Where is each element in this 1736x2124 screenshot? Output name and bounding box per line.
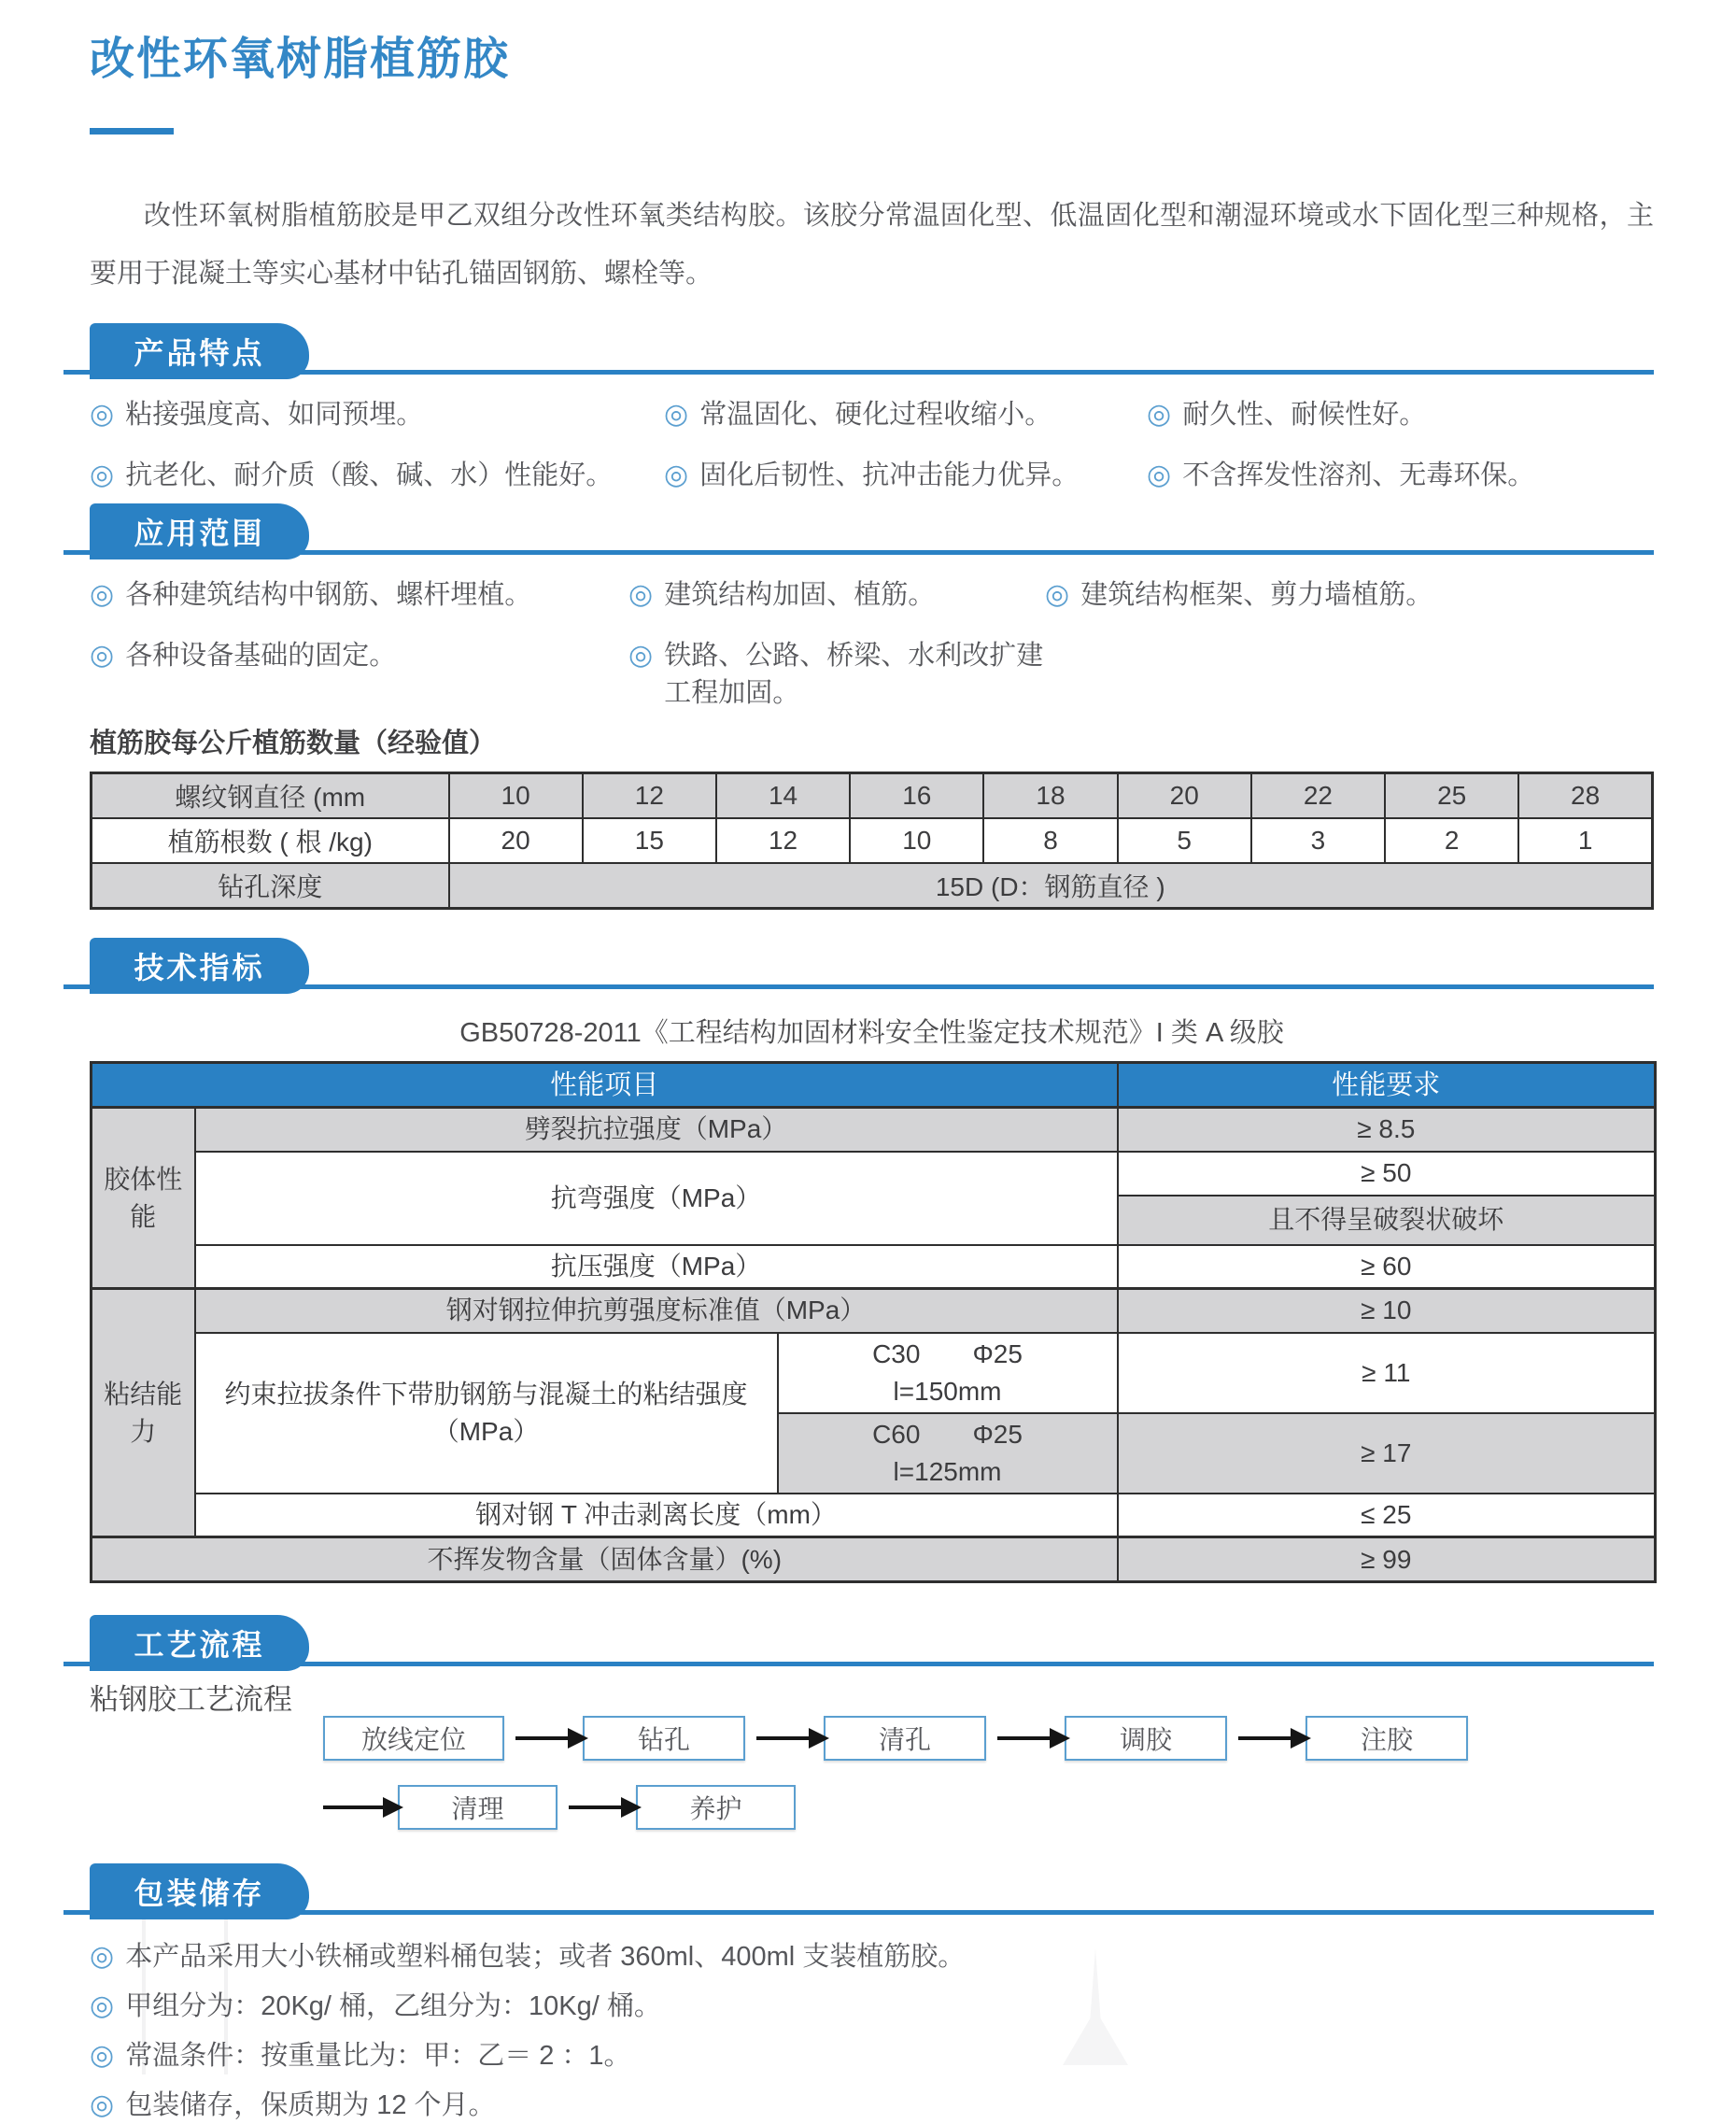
bullet-icon: ◎ bbox=[90, 2040, 115, 2071]
bullet-icon: ◎ bbox=[90, 460, 115, 490]
group-label: 胶体性能 bbox=[92, 1108, 195, 1289]
condition-cell bbox=[778, 1413, 1118, 1494]
bullet-text: 常温固化、硬化过程收缩小。 bbox=[699, 400, 1052, 430]
arrow-right-icon bbox=[323, 1805, 385, 1809]
cell: 3 bbox=[1251, 818, 1385, 863]
property-label: 不挥发物含量（固体含量）(%) bbox=[92, 1537, 1118, 1582]
bullet-text: 建筑结构框架、剪力墙植筋。 bbox=[1080, 580, 1433, 610]
banner-label: 技术指标 bbox=[134, 951, 265, 984]
bullet-text: 耐久性、耐候性好。 bbox=[1182, 400, 1427, 430]
requirement-value: ≥ 11 bbox=[1118, 1333, 1656, 1413]
cell: 25 bbox=[1385, 773, 1518, 819]
bullet-text: 常温条件：按重量比为：甲：乙＝ 2 ：1。 bbox=[125, 2041, 631, 2071]
bullet-text: 抗老化、耐介质（酸、碱、水）性能好。 bbox=[125, 460, 614, 490]
title-dash bbox=[90, 128, 174, 135]
bullet-icon: ◎ bbox=[664, 399, 689, 430]
section-banner-tech bbox=[90, 938, 309, 994]
bullet-text: 粘接强度高、如同预埋。 bbox=[125, 400, 424, 430]
bullet-text: 包装储存，保质期为 12 个月。 bbox=[125, 2090, 496, 2120]
list-item bbox=[90, 2037, 1654, 2074]
applications-bullets bbox=[90, 563, 1654, 712]
table-row bbox=[92, 1108, 1656, 1152]
list-item bbox=[628, 576, 1045, 614]
cell: 12 bbox=[583, 773, 716, 819]
process-flow-row-2 bbox=[323, 1785, 1654, 1830]
table-row bbox=[92, 863, 1653, 909]
cell: 15 bbox=[583, 818, 716, 863]
bullet-text: 铁路、公路、桥梁、水利改扩建工程加固。 bbox=[664, 641, 1044, 708]
table-row bbox=[92, 1333, 1656, 1413]
storage-bullets bbox=[90, 1938, 1654, 2124]
list-item bbox=[664, 396, 1147, 433]
cell: 15D (D：钢筋直径 ) bbox=[449, 863, 1653, 909]
row-label: 植筋根数 ( 根 /kg) bbox=[92, 818, 449, 863]
property-label: 抗弯强度（MPa） bbox=[195, 1152, 1118, 1245]
section-header-tech bbox=[90, 938, 1654, 998]
cell: 5 bbox=[1118, 818, 1251, 863]
cell: 16 bbox=[850, 773, 983, 819]
property-label: 抗压强度（MPa） bbox=[195, 1245, 1118, 1289]
arrow-right-icon bbox=[756, 1736, 811, 1740]
bullet-icon: ◎ bbox=[1147, 399, 1172, 430]
flow-step: 放线定位 bbox=[323, 1716, 504, 1761]
section-banner-applications bbox=[90, 503, 309, 559]
cell: 20 bbox=[449, 818, 583, 863]
bullet-icon: ◎ bbox=[628, 579, 654, 610]
property-label: 钢对钢 T 冲击剥离长度（mm） bbox=[195, 1494, 1118, 1537]
group-label: 粘结能力 bbox=[92, 1289, 195, 1537]
bullet-icon: ◎ bbox=[1045, 579, 1070, 610]
list-item bbox=[90, 396, 664, 433]
standard-caption: GB50728-2011《工程结构加固材料安全性鉴定技术规范》I 类 A 级胶 bbox=[459, 1018, 1284, 1048]
list-item bbox=[90, 1988, 1654, 2025]
table-row bbox=[92, 1537, 1656, 1582]
table-row bbox=[92, 818, 1653, 863]
section-header-features bbox=[90, 323, 1654, 383]
requirement-value: 且不得呈破裂状破坏 bbox=[1118, 1196, 1656, 1245]
bullet-text: 各种设备基础的固定。 bbox=[125, 641, 397, 671]
list-item bbox=[1147, 457, 1654, 494]
section-header-storage bbox=[90, 1863, 1654, 1923]
list-item bbox=[664, 457, 1147, 494]
bullet-text: 建筑结构加固、植筋。 bbox=[664, 580, 936, 610]
flow-step: 调胶 bbox=[1065, 1716, 1227, 1761]
table-row bbox=[92, 1245, 1656, 1289]
condition-line: l=150mm bbox=[893, 1376, 1002, 1406]
table-row bbox=[92, 1289, 1656, 1333]
list-item bbox=[90, 1938, 1654, 1975]
column-header: 性能要求 bbox=[1118, 1063, 1656, 1108]
arrow-right-icon bbox=[515, 1736, 570, 1740]
cell: 8 bbox=[983, 818, 1117, 863]
property-label: 约束拉拔条件下带肋钢筋与混凝土的粘结强度（MPa） bbox=[195, 1333, 778, 1494]
section-banner-process bbox=[90, 1615, 309, 1671]
page-title: 改性环氧树脂植筋胶 bbox=[90, 35, 511, 84]
tech-table bbox=[90, 1061, 1657, 1583]
requirement-value: ≥ 60 bbox=[1118, 1245, 1656, 1289]
list-item bbox=[90, 2087, 1654, 2124]
property-label: 劈裂抗拉强度（MPa） bbox=[195, 1108, 1118, 1152]
requirement-value: ≤ 25 bbox=[1118, 1494, 1656, 1537]
section-header-process bbox=[90, 1615, 1654, 1675]
requirement-value: ≥ 10 bbox=[1118, 1289, 1656, 1333]
condition-line: C30 Φ25 bbox=[872, 1338, 1023, 1368]
arrow-right-icon bbox=[569, 1805, 623, 1809]
banner-label: 产品特点 bbox=[134, 336, 265, 370]
banner-label: 包装储存 bbox=[134, 1876, 265, 1910]
content-column bbox=[90, 0, 1654, 2124]
bullet-icon: ◎ bbox=[90, 1941, 115, 1972]
process-flow-row-1 bbox=[323, 1716, 1654, 1761]
cell: 12 bbox=[716, 818, 850, 863]
bullet-icon: ◎ bbox=[90, 2089, 115, 2120]
cell: 20 bbox=[1118, 773, 1251, 819]
process-flow-label: 粘钢胶工艺流程 bbox=[90, 1683, 292, 1716]
requirement-value: ≥ 50 bbox=[1118, 1152, 1656, 1196]
cell: 10 bbox=[850, 818, 983, 863]
bullet-icon: ◎ bbox=[90, 640, 115, 671]
bullet-text: 本产品采用大小铁桶或塑料桶包装；或者 360ml、400ml 支装植筋胶。 bbox=[125, 1942, 966, 1972]
row-label: 钻孔深度 bbox=[92, 863, 449, 909]
flow-step: 清孔 bbox=[824, 1716, 986, 1761]
column-header: 性能项目 bbox=[92, 1063, 1118, 1108]
banner-label: 工艺流程 bbox=[134, 1628, 265, 1662]
list-item bbox=[628, 637, 1045, 712]
flow-step: 清理 bbox=[398, 1785, 557, 1830]
cell: 28 bbox=[1518, 773, 1652, 819]
flow-step: 钻孔 bbox=[583, 1716, 745, 1761]
cell: 10 bbox=[449, 773, 583, 819]
bullet-text: 固化后韧性、抗冲击能力优异。 bbox=[699, 460, 1080, 490]
arrow-right-icon bbox=[997, 1736, 1051, 1740]
list-item bbox=[90, 637, 628, 712]
bullet-icon: ◎ bbox=[90, 579, 115, 610]
flow-step: 注胶 bbox=[1306, 1716, 1468, 1761]
requirement-value: ≥ 8.5 bbox=[1118, 1108, 1656, 1152]
condition-line: C60 Φ25 bbox=[872, 1419, 1023, 1449]
row-label: 螺纹钢直径 (mm bbox=[92, 773, 449, 819]
bullet-icon: ◎ bbox=[628, 640, 654, 671]
section-header-applications bbox=[90, 503, 1654, 563]
list-item bbox=[1147, 396, 1654, 433]
banner-label: 应用范围 bbox=[134, 517, 265, 550]
arrow-right-icon bbox=[1238, 1736, 1292, 1740]
rebar-table bbox=[90, 772, 1654, 910]
requirement-value: ≥ 17 bbox=[1118, 1413, 1656, 1494]
bullet-text: 甲组分为：20Kg/ 桶，乙组分为：10Kg/ 桶。 bbox=[125, 1991, 661, 2021]
condition-cell bbox=[778, 1333, 1118, 1413]
condition-line: l=125mm bbox=[893, 1456, 1002, 1486]
features-bullets bbox=[90, 383, 1654, 494]
table-row bbox=[92, 773, 1653, 819]
list-item bbox=[90, 457, 664, 494]
cell: 1 bbox=[1518, 818, 1652, 863]
list-item bbox=[90, 576, 628, 614]
cell: 22 bbox=[1251, 773, 1385, 819]
bullet-icon: ◎ bbox=[664, 460, 689, 490]
table-row bbox=[92, 1494, 1656, 1537]
bullet-icon: ◎ bbox=[90, 399, 115, 430]
intro-text: 改性环氧树脂植筋胶是甲乙双组分改性环氧类结构胶。该胶分常温固化型、低温固化型和潮湿环境或水下固化型三种规格，主要用于混凝土等实心基材中钻孔锚固钢筋、螺栓等。 bbox=[90, 201, 1654, 289]
section-banner-storage bbox=[90, 1863, 309, 1919]
table-row bbox=[92, 1152, 1656, 1196]
bullet-text: 不含挥发性溶剂、无毒环保。 bbox=[1182, 460, 1535, 490]
table-caption: 植筋胶每公斤植筋数量（经验值） bbox=[90, 729, 497, 758]
section-banner-features bbox=[90, 323, 309, 379]
cell: 2 bbox=[1385, 818, 1518, 863]
bullet-icon: ◎ bbox=[90, 1990, 115, 2021]
requirement-value: ≥ 99 bbox=[1118, 1537, 1656, 1582]
list-item bbox=[1045, 576, 1654, 614]
bullet-text: 各种建筑结构中钢筋、螺杆埋植。 bbox=[125, 580, 532, 610]
flow-step: 养护 bbox=[636, 1785, 796, 1830]
property-label: 钢对钢拉伸抗剪强度标准值（MPa） bbox=[195, 1289, 1118, 1333]
table-header-row bbox=[92, 1063, 1656, 1108]
bullet-icon: ◎ bbox=[1147, 460, 1172, 490]
cell: 14 bbox=[716, 773, 850, 819]
cell: 18 bbox=[983, 773, 1117, 819]
